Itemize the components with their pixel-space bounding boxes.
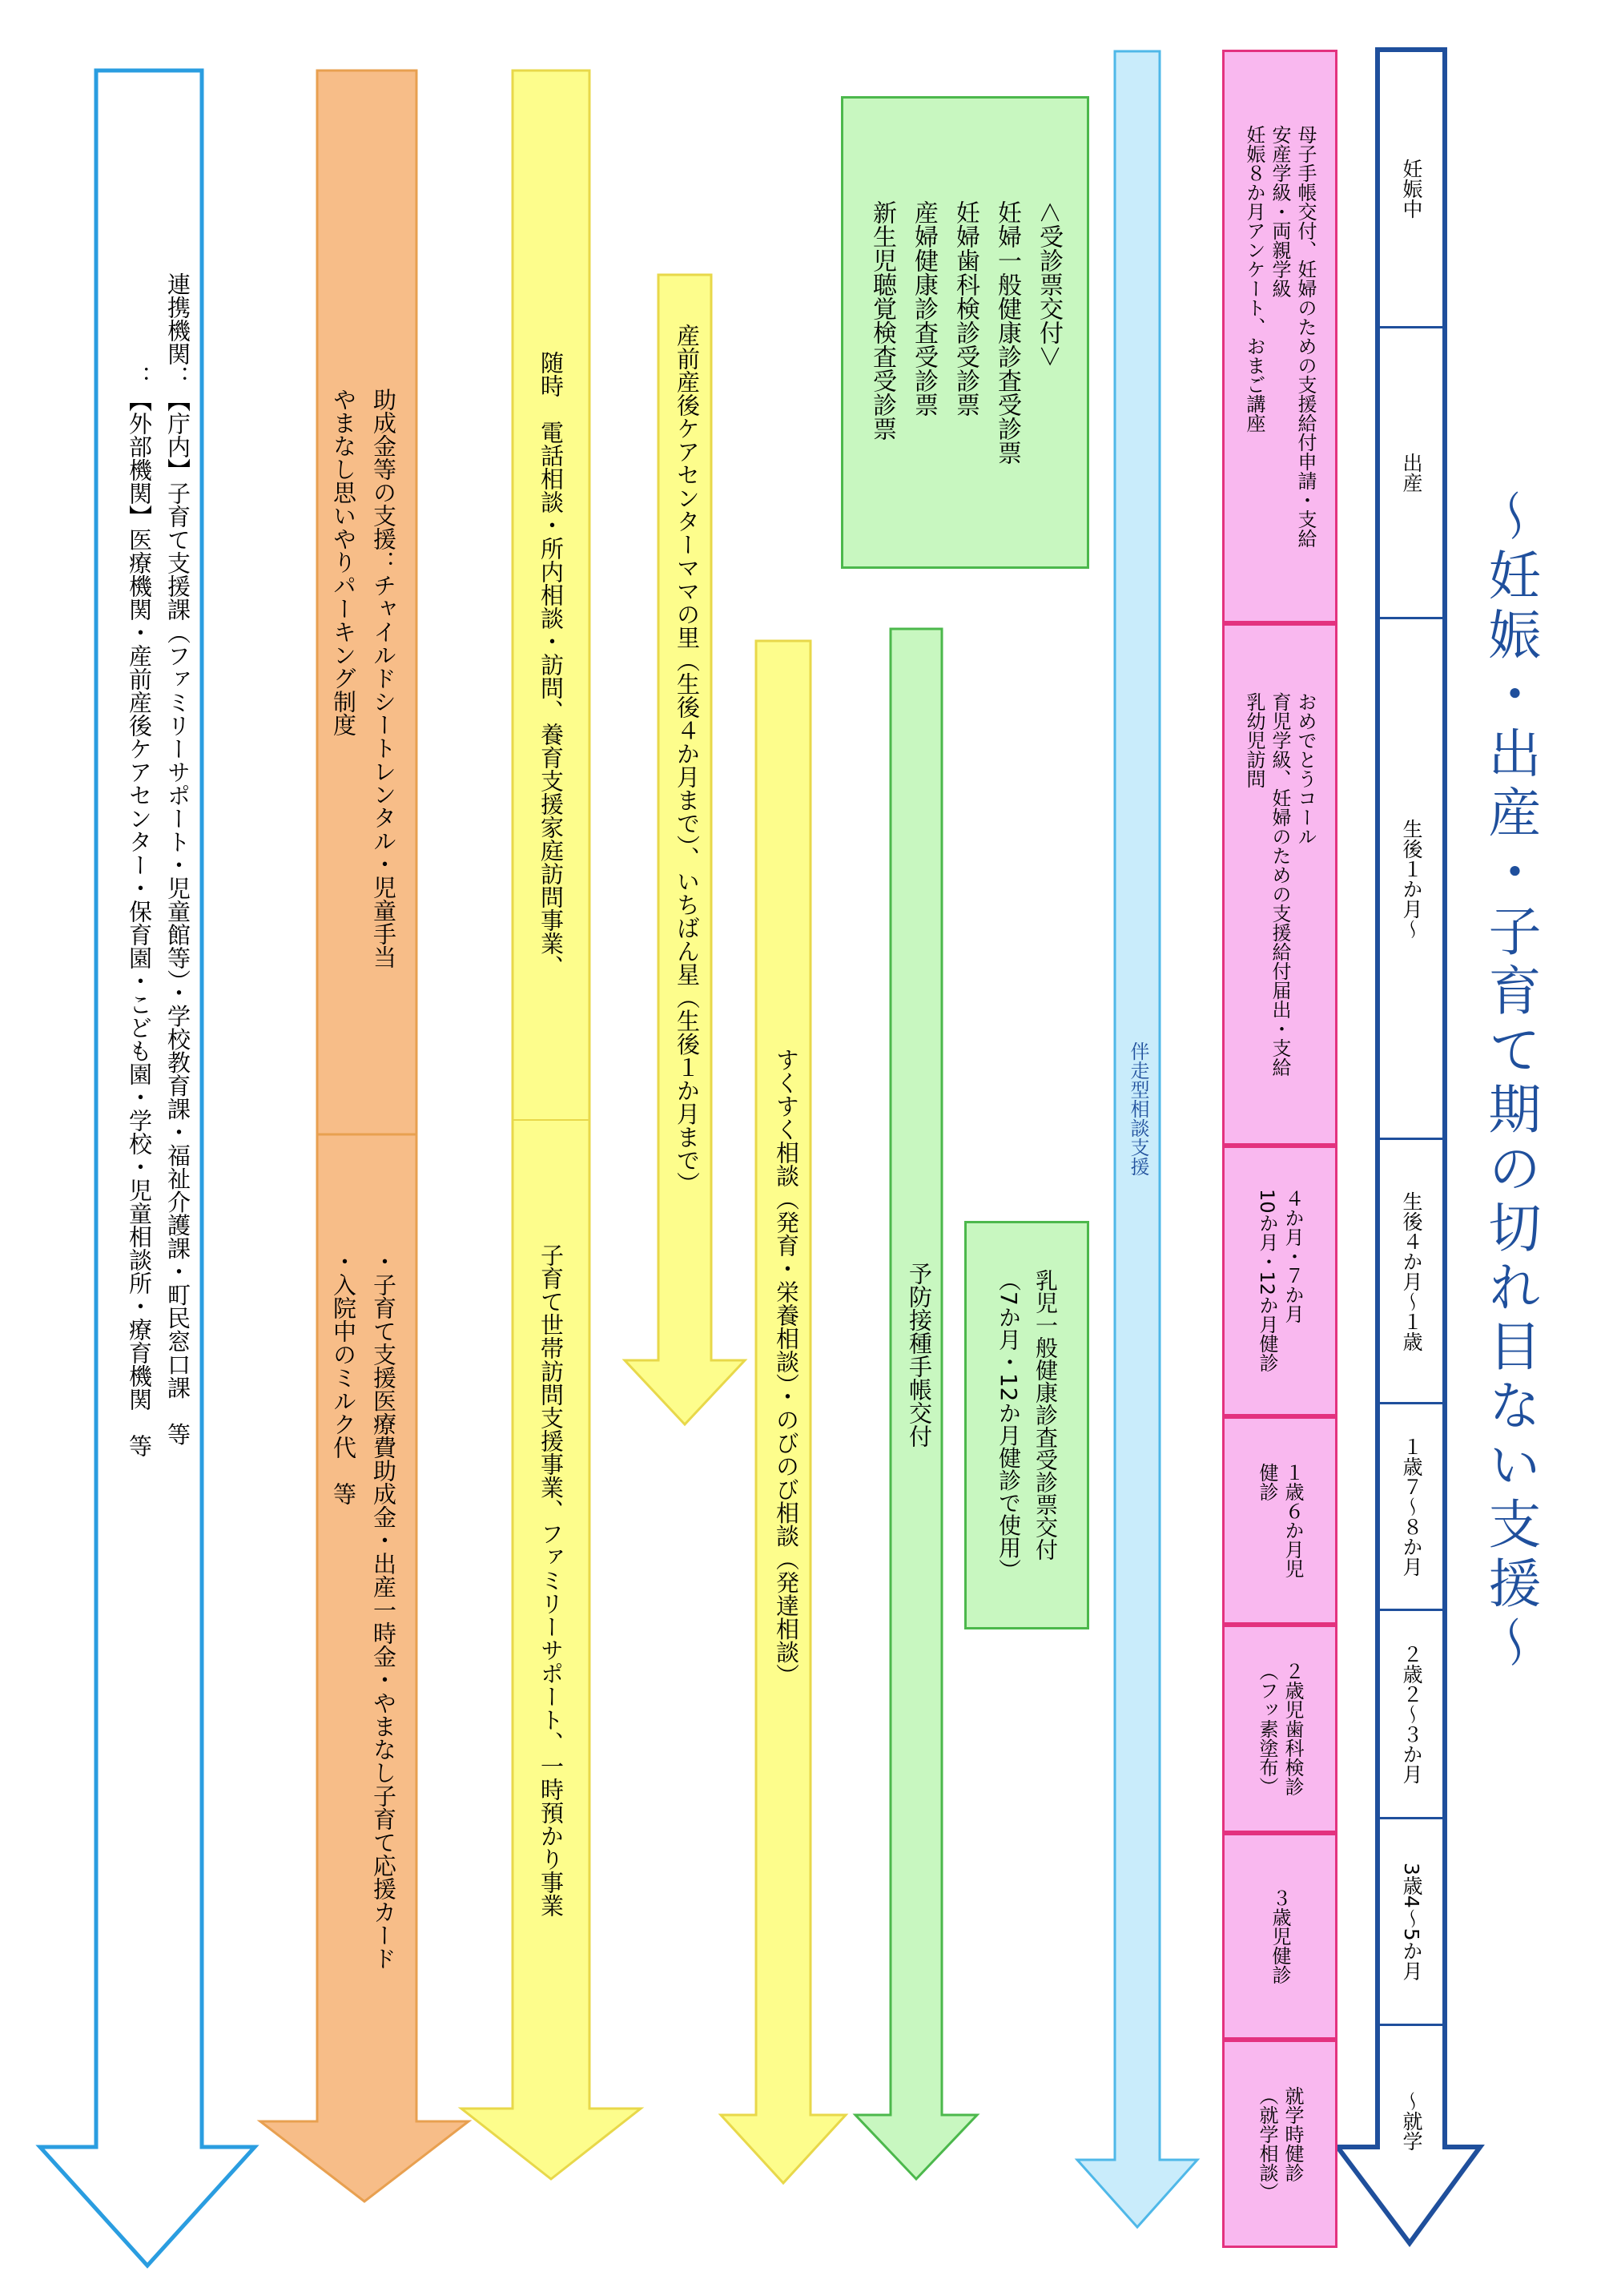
checkup-school: 就学時健診 （就学相談） [1222, 2040, 1337, 2248]
consultation-label: 随時 電話相談・所内相談・訪問、養育支援家庭訪問事業、 [537, 351, 565, 978]
stage-birth: 出産 [1378, 326, 1445, 617]
companion-support-label: 伴走型相談支援 [1127, 1041, 1149, 1176]
stage-2y2m: ２歳２～３か月 [1378, 1609, 1445, 1817]
checkup-infant: ４か月・７か月 10か月・12か月健診 [1222, 1146, 1337, 1416]
checkup-pregnancy: 母子手帳交付、妊婦のための支援給付申請・支給 安産学級・両親学級 妊娠８か月アンケート、おまご講座 [1222, 50, 1337, 623]
consultation-label-2: 子育て世帯訪問支援事業、ファミリーサポート、一時預かり事業 [537, 1243, 565, 1917]
voucher-text: ＜受診票交付＞ 妊婦一般健康診査受診票 妊婦歯科検診受診票 産婦健康診査受診票 新生児聴覚検査受診票 [868, 200, 1063, 465]
partners-label: 連携機関：【庁内】子育て支援課（ファミリーサポート・児童館等）・学校教育課・福祉介護課・町民窓口課 等 ：【外部機関】医療機関・産前産後ケアセンター・保育園・こども園・学校・児童相談所・療育機関 等 [126, 272, 191, 1457]
voucher-box [841, 96, 1089, 569]
stage-pregnancy: 妊娠中 [1400, 159, 1423, 219]
stage-4month: 生後４か月～１歳 [1378, 1138, 1445, 1402]
stage-1month: 生後１か月～ [1378, 617, 1445, 1138]
page-title: ～妊娠・出産・子育て期の切れ目ない支援～ [1479, 489, 1541, 1674]
checkup-3y: ３歳児健診 [1222, 1833, 1337, 2040]
infant-voucher-box [964, 1221, 1089, 1629]
postnatal-care-label: 産前産後ケアセンターママの里（生後４か月まで）、いちばん星（生後１か月まで） [674, 324, 701, 1195]
subsidy-label: 助成金等の支援：チャイルドシートレンタル・児童手当 やまなし思いやりパーキング制度 [330, 388, 397, 969]
checkup-dental: ２歳児歯科検診 （フッ素塗布） [1222, 1625, 1337, 1833]
infant-voucher-text: 乳児一般健康診査受診票交付 （7か月・12か月健診で使用） [996, 1269, 1059, 1581]
subsidy-label-2: ・子育て支援医療費助成金・出産一時金・やまなし子育て応援カード ・入院中のミルク代 等 [330, 1250, 397, 1970]
checkup-newborn: おめでとうコール 育児学級、妊婦のための支援給付届出・支給 乳幼児訪問 [1222, 623, 1337, 1146]
stage-1y7m: １歳７～８か月 [1378, 1402, 1445, 1609]
checkup-1y6m: １歳６か月児 健診 [1222, 1416, 1337, 1625]
sukusuku-label: すくすく相談（発育・栄養相談）・のびのび相談（発達相談） [773, 1048, 800, 1687]
vaccination-label: 予防接種手帳交付 [906, 1262, 933, 1448]
stage-3y4m: 3歳4～5か月 [1378, 1817, 1445, 2024]
stage-school: ～就学 [1378, 2024, 1445, 2216]
